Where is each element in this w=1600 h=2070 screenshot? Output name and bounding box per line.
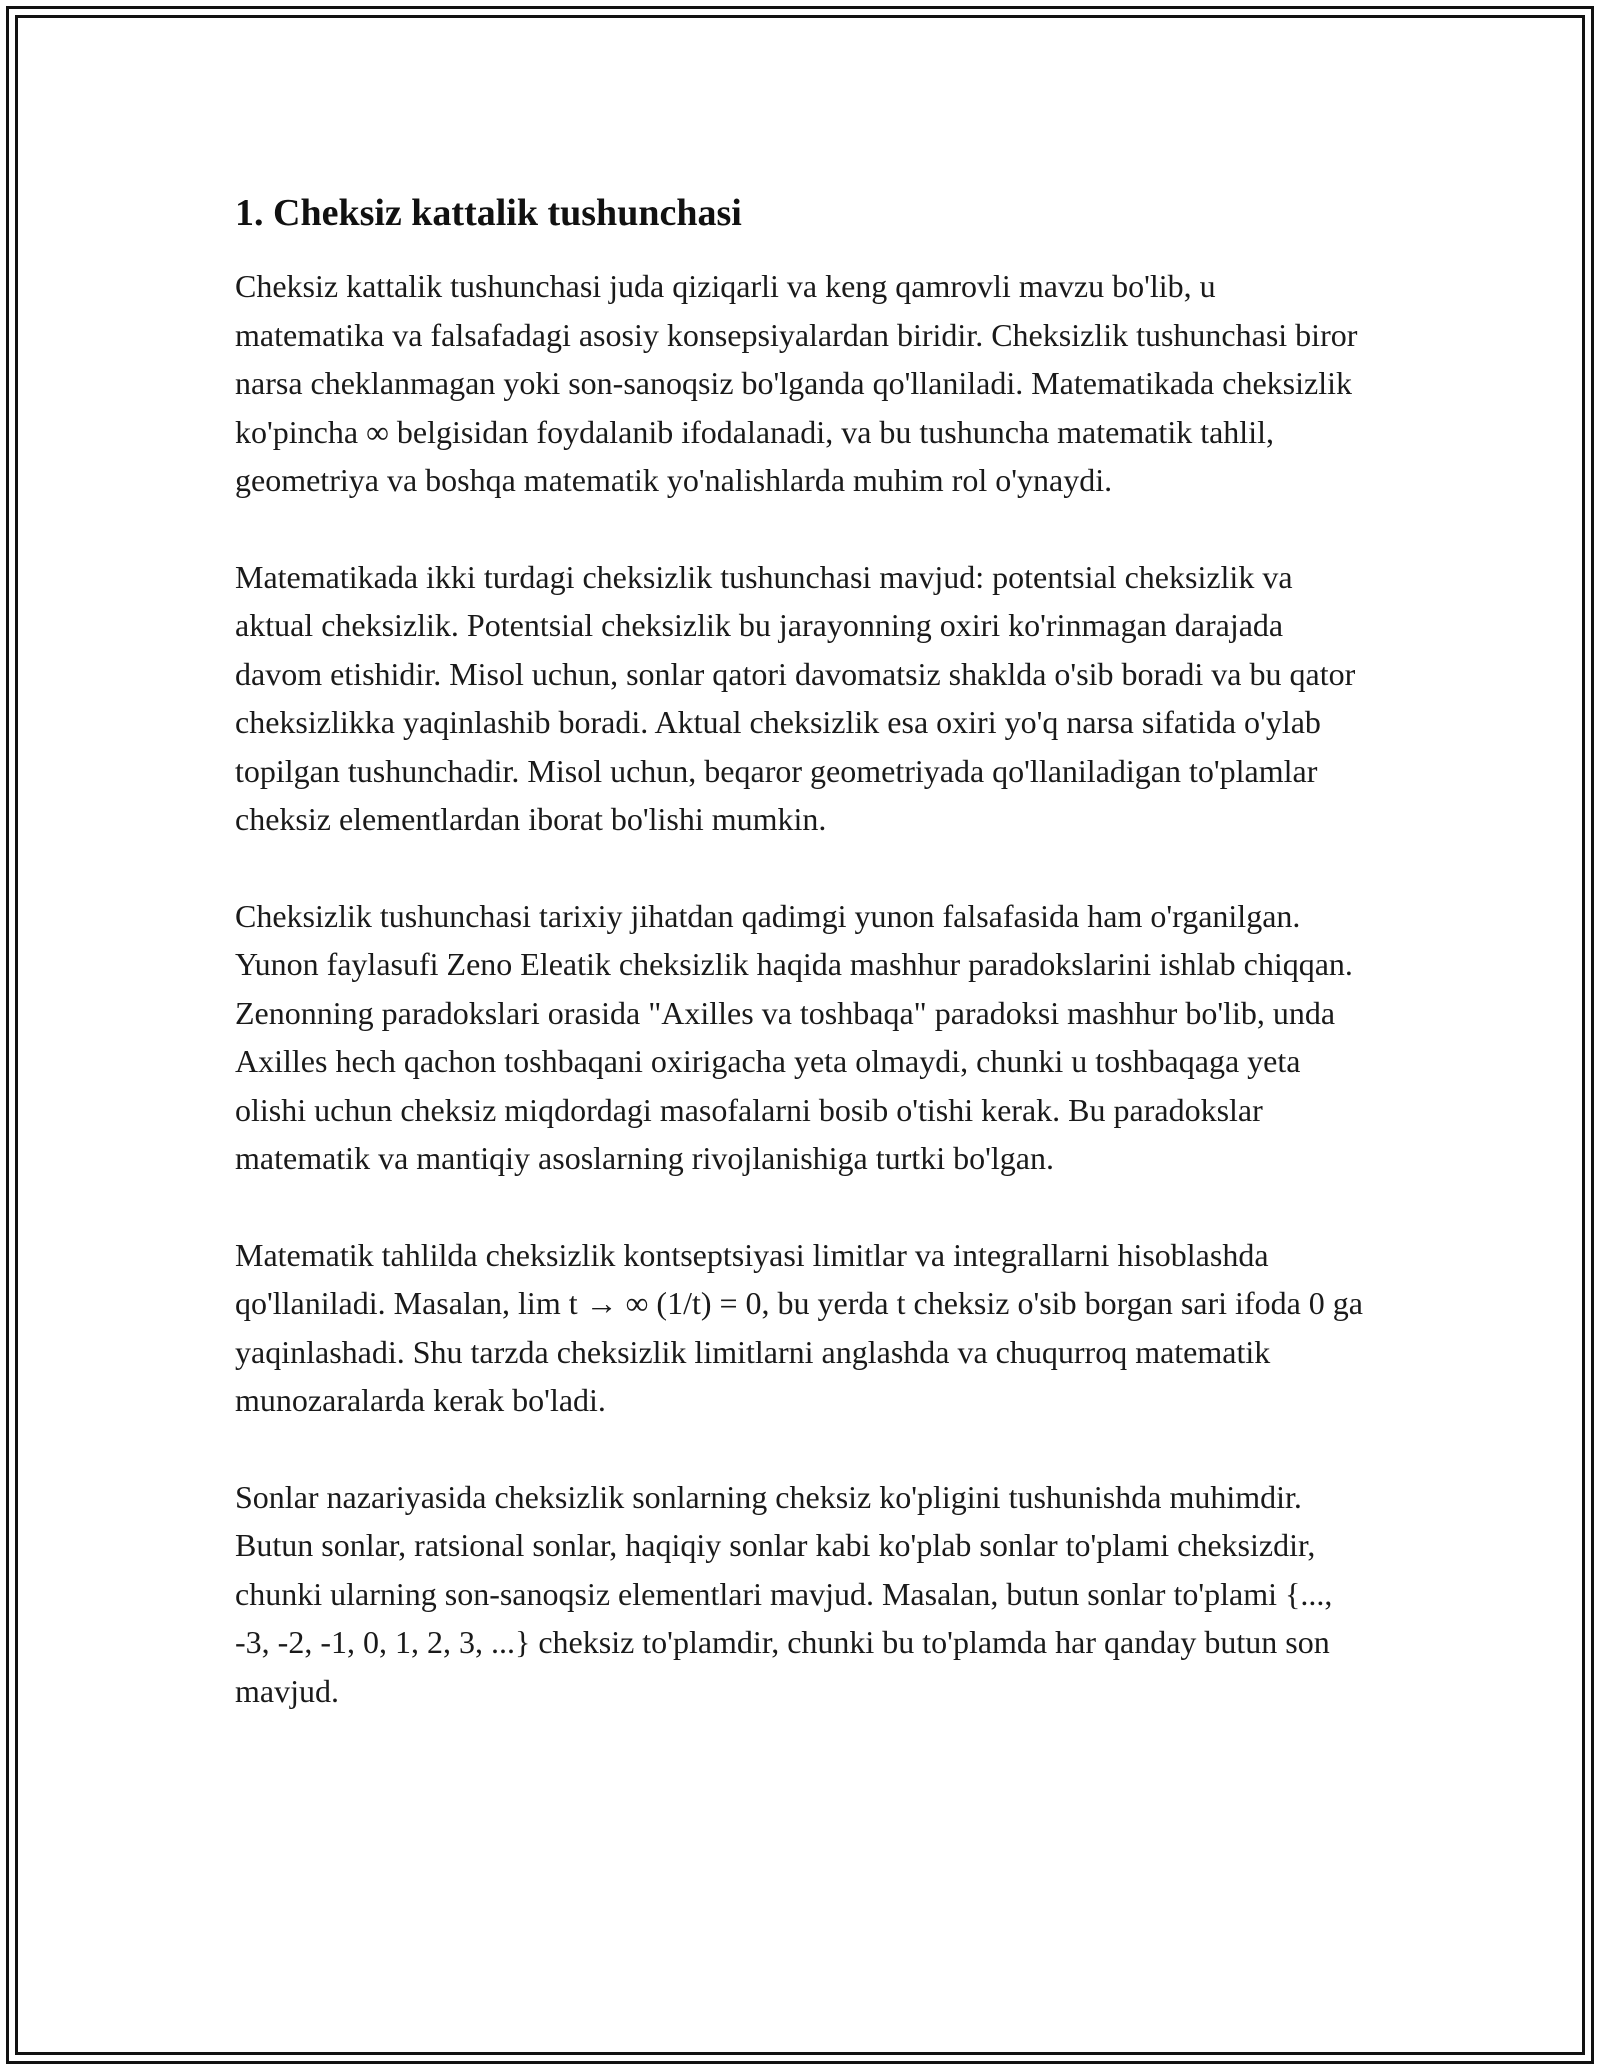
paragraph-analysis: Matematik tahlilda cheksizlik kontseptsiyasi limitlar va integrallarni hisoblashda qo'llaniladi. Masalan, lim t → ∞ (1/t) = 0, bu yerda t cheksiz o'sib borgan sari ifoda 0 ga yaqinlashadi. Shu tarzda cheksizlik limitlarni anglashda va chuqurroq matematik munozaralarda kerak bo'ladi. [235,1236,1363,1418]
document-body [235,186,1365,1763]
paragraph-history: Cheksizlik tushunchasi tarixiy jihatdan qadimgi yunon falsafasida ham o'rganilgan. Yunon faylasufi Zeno Eleatik cheksizlik haqida mashhur paradokslarini ishlab chiqqan. Zenonning paradokslari orasida "Axilles va toshbaqa" paradoksi mashhur bo'lib, unda Axilles hech qachon toshbaqani oxirigacha yeta olmaydi, chunki u toshbaqaga yeta olishi uchun cheksiz miqdordagi masofalarni bosib o'tishi kerak. Bu paradokslar matematik va mantiqiy asoslarning rivojlanishiga turtki bo'lgan. [235,897,1353,1176]
section-title: 1. Cheksiz kattalik tushunchasi [235,192,742,234]
paragraph-number-theory: Sonlar nazariyasida cheksizlik sonlarning cheksiz ko'pligini tushunishda muhimdir. Butun sonlar, ratsional sonlar, haqiqiy sonlar kabi ko'plab sonlar to'plami cheksizdir, chunki ularning son-sanoqsiz elementlari mavjud. Masalan, butun sonlar to'plami {..., -3, -2, -1, 0, 1, 2, 3, ...} cheksiz to'plamdir, chunki bu to'plamda har qanday butun son mavjud. [235,1478,1333,1709]
paragraph-intro: Cheksiz kattalik tushunchasi juda qiziqarli va keng qamrovli mavzu bo'lib, u matematika va falsafadagi asosiy konsepsiyalardan biridir. Cheksizlik tushunchasi biror narsa cheklanmagan yoki son-sanoqsiz bo'lganda qo'llaniladi. Matematikada cheksizlik ko'pincha ∞ belgisidan foydalanib ifodalanadi, va bu tushuncha matematik tahlil, geometriya va boshqa matematik yo'nalishlarda muhim rol o'ynaydi. [235,268,1358,498]
paragraph-types-of-infinity: Matematikada ikki turdagi cheksizlik tushunchasi mavjud: potentsial cheksizlik va aktual cheksizlik. Potentsial cheksizlik bu jarayonning oxiri ko'rinmagan darajada davom etishidir. Misol uchun, sonlar qatori davomatsiz shaklda o'sib boradi va bu qator cheksizlikka yaqinlashib boradi. Aktual cheksizlik esa oxiri yo'q narsa sifatida o'ylab topilgan tushunchadir. Misol uchun, beqaror geometriyada qo'llaniladigan to'plamlar cheksiz elementlardan iborat bo'lishi mumkin. [235,558,1356,837]
